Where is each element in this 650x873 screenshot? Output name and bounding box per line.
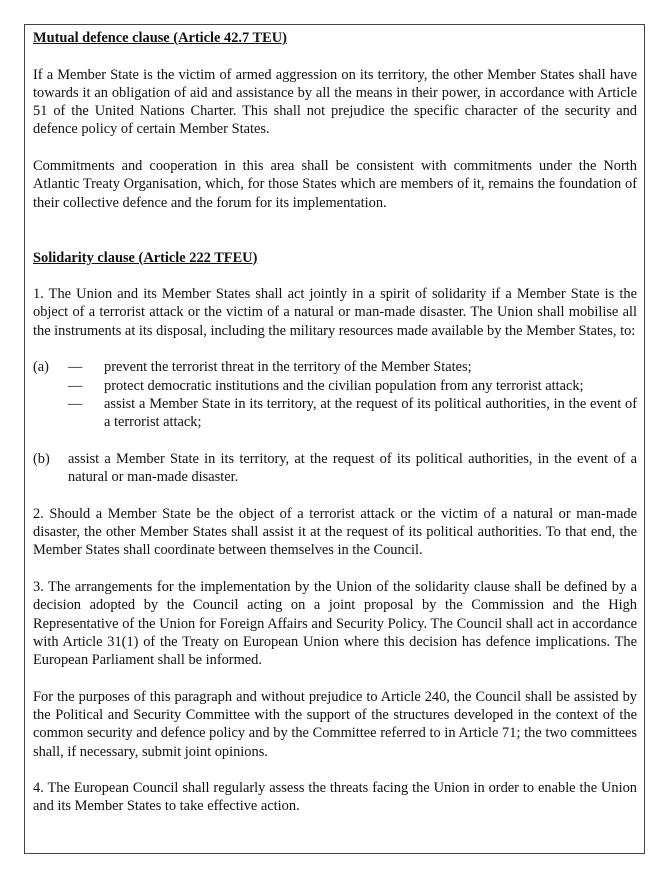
- paragraph-solidarity-3: 3. The arrangements for the implementation by the Union of the solidarity clause shall be defined by a decision adopted by the Council acting on a joint proposal by the Commission and the High Representative of the Union for Foreign Affairs and Security Policy. The Council shall act in accordance with Article 31(1) of the Treaty on European Union where this decision has defence implications. The European Parliament shall be informed.: [33, 578, 637, 669]
- list-item-a-3: [33, 395, 637, 432]
- paragraph-solidarity-4: 4. The European Council shall regularly assess the threats facing the Union in order to enable the Union and its Member States to take effective action.: [33, 780, 637, 815]
- section-heading-mutual-defence: Mutual defence clause (Article 42.7 TEU): [33, 30, 287, 46]
- item-label-b: (b): [33, 450, 50, 467]
- document-box: [24, 24, 645, 854]
- list-item-a-2: [33, 377, 637, 395]
- paragraph-mutual-defence-1: If a Member State is the victim of armed aggression on its territory, the other Member States shall have towards it an obligation of aid and assistance by all the means in their power, in accordance with Article 51 of the United Nations Charter. This shall not prejudice the specific character of the security and defence policy of certain Member States.: [33, 66, 637, 138]
- dash-marker: —: [68, 395, 83, 412]
- subitem-text: protect democratic institutions and the civilian population from any terrorist attack;: [104, 377, 584, 394]
- list-item-a-1: [33, 358, 637, 376]
- paragraph-solidarity-1: 1. The Union and its Member States shall act jointly in a spirit of solidarity if a Member State is the object of a terrorist attack or the victim of a natural or man-made disaster. The Union shall mobilise all the instruments at its disposal, including the military resources made available by the Member States, to:: [33, 286, 637, 339]
- subitem-text: prevent the terrorist threat in the territory of the Member States;: [104, 359, 472, 376]
- item-b-text: assist a Member State in its territory, at the request of its political authorities, in the event of a natural or man-made disaster.: [68, 450, 637, 486]
- paragraph-solidarity-2: 2. Should a Member State be the object of a terrorist attack or the victim of a natural or man-made disaster, the other Member States shall assist it at the request of its political authorities. To that end, the Member States shall coordinate between themselves in the Council.: [33, 505, 637, 559]
- paragraph-solidarity-3-purposes: For the purposes of this paragraph and without prejudice to Article 240, the Council shall be assisted by the Political and Security Committee with the support of the structures developed in the context of the common security and defence policy and by the Committee referred to in Article 71; the two committees shall, if necessary, submit joint opinions.: [33, 688, 637, 760]
- subitem-text: assist a Member State in its territory, at the request of its political authorities, in the event of a terrorist attack;: [104, 395, 637, 431]
- section-heading-solidarity: Solidarity clause (Article 222 TFEU): [33, 249, 258, 266]
- paragraph-mutual-defence-2: Commitments and cooperation in this area shall be consistent with commitments under the North Atlantic Treaty Organisation, which, for those States which are members of it, remains the foundation of their collective defence and the forum for its implementation.: [33, 158, 637, 211]
- dash-marker: —: [68, 377, 83, 394]
- item-label-a: (a): [33, 359, 49, 376]
- list-item-b: [33, 450, 637, 487]
- dash-marker: —: [68, 359, 83, 376]
